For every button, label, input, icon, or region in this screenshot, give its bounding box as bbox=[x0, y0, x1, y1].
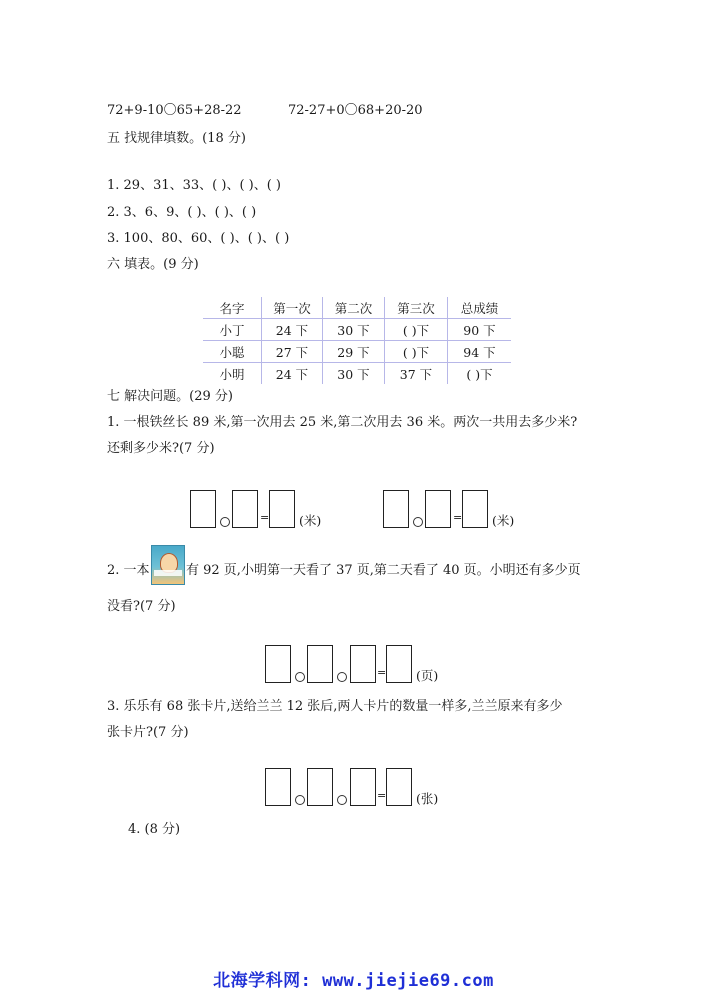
unit-label: (米) bbox=[492, 513, 515, 528]
unit-label: (米) bbox=[299, 513, 322, 528]
answer-box[interactable] bbox=[350, 645, 376, 683]
equals-sign: = bbox=[453, 511, 463, 524]
answer-equation-2 bbox=[265, 645, 465, 683]
answer-box[interactable] bbox=[265, 768, 291, 806]
section-six-title: 六 填表。(9 分) bbox=[107, 257, 199, 272]
unit-label: (张) bbox=[416, 791, 439, 806]
section-seven-title: 七 解决问题。(29 分) bbox=[107, 389, 233, 404]
table-cell: 27 下 bbox=[262, 341, 323, 363]
table-cell: 94 下 bbox=[448, 341, 512, 363]
question-2-text: 有 92 页,小明第一天看了 37 页,第二天看了 40 页。小明还有多少页 bbox=[186, 563, 581, 578]
pattern-item-2: 2. 3、6、9、( )、( )、( ) bbox=[107, 205, 257, 220]
equals-sign: = bbox=[377, 666, 387, 679]
compare-expression-left: 72+9-10〇65+28-22 bbox=[107, 103, 242, 118]
table-cell: ( )下 bbox=[385, 319, 448, 341]
equals-sign: = bbox=[260, 511, 270, 524]
header-third: 第三次 bbox=[385, 297, 448, 319]
answer-equation-1b bbox=[383, 490, 543, 528]
question-1-text-cont: 还剩多少米?(7 分) bbox=[107, 441, 215, 456]
answer-box[interactable] bbox=[265, 645, 291, 683]
section-five-title: 五 找规律填数。(18 分) bbox=[107, 131, 246, 146]
header-total: 总成绩 bbox=[448, 297, 512, 319]
answer-box[interactable] bbox=[386, 768, 412, 806]
answer-box[interactable] bbox=[425, 490, 451, 528]
operator-circle[interactable] bbox=[295, 672, 305, 682]
table-cell: 24 下 bbox=[262, 363, 323, 385]
table-cell: ( )下 bbox=[448, 363, 512, 385]
table-cell: 30 下 bbox=[323, 319, 385, 341]
operator-circle[interactable] bbox=[337, 672, 347, 682]
header-second: 第二次 bbox=[323, 297, 385, 319]
unit-label: (页) bbox=[416, 668, 439, 683]
table-row bbox=[203, 363, 511, 385]
question-1-text: 1. 一根铁丝长 89 米,第一次用去 25 米,第二次用去 36 米。两次一共用去多少米? bbox=[107, 415, 578, 430]
table-cell: ( )下 bbox=[385, 341, 448, 363]
table-cell: 小聪 bbox=[203, 341, 262, 363]
operator-circle[interactable] bbox=[295, 795, 305, 805]
answer-box[interactable] bbox=[307, 768, 333, 806]
operator-circle[interactable] bbox=[337, 795, 347, 805]
answer-box[interactable] bbox=[462, 490, 488, 528]
header-first: 第一次 bbox=[262, 297, 323, 319]
answer-box[interactable] bbox=[232, 490, 258, 528]
answer-box[interactable] bbox=[190, 490, 216, 528]
answer-box[interactable] bbox=[350, 768, 376, 806]
operator-circle[interactable] bbox=[413, 517, 423, 527]
score-table-header-row bbox=[203, 297, 511, 319]
table-cell: 37 下 bbox=[385, 363, 448, 385]
table-cell: 小明 bbox=[203, 363, 262, 385]
table-cell: 24 下 bbox=[262, 319, 323, 341]
table-row bbox=[203, 341, 511, 363]
answer-equation-1a bbox=[190, 490, 350, 528]
answer-box[interactable] bbox=[383, 490, 409, 528]
answer-equation-3 bbox=[265, 768, 465, 806]
question-2-prefix: 2. 一本 bbox=[107, 563, 150, 578]
operator-circle[interactable] bbox=[220, 517, 230, 527]
question-3-text: 3. 乐乐有 68 张卡片,送给兰兰 12 张后,两人卡片的数量一样多,兰兰原来有多少 bbox=[107, 699, 563, 714]
answer-box[interactable] bbox=[269, 490, 295, 528]
pattern-item-3: 3. 100、80、60、( )、( )、( ) bbox=[107, 231, 290, 246]
storybook-cover-image bbox=[151, 545, 185, 585]
table-row bbox=[203, 319, 511, 341]
score-table bbox=[203, 297, 511, 384]
answer-box[interactable] bbox=[307, 645, 333, 683]
pattern-item-1: 1. 29、31、33、( )、( )、( ) bbox=[107, 178, 281, 193]
cover-title-band bbox=[154, 570, 182, 576]
answer-box[interactable] bbox=[386, 645, 412, 683]
question-4-title: 4. (8 分) bbox=[128, 822, 181, 837]
equals-sign: = bbox=[377, 789, 387, 802]
question-3-text-cont: 张卡片?(7 分) bbox=[107, 725, 189, 740]
table-cell: 29 下 bbox=[323, 341, 385, 363]
footer-website-watermark: 北海学科网: www.jiejie69.com bbox=[213, 971, 494, 991]
table-cell: 小丁 bbox=[203, 319, 262, 341]
table-cell: 90 下 bbox=[448, 319, 512, 341]
compare-expression-right: 72-27+0〇68+20-20 bbox=[288, 103, 423, 118]
header-name: 名字 bbox=[203, 297, 262, 319]
question-2-text-cont: 没看?(7 分) bbox=[107, 599, 176, 614]
table-cell: 30 下 bbox=[323, 363, 385, 385]
